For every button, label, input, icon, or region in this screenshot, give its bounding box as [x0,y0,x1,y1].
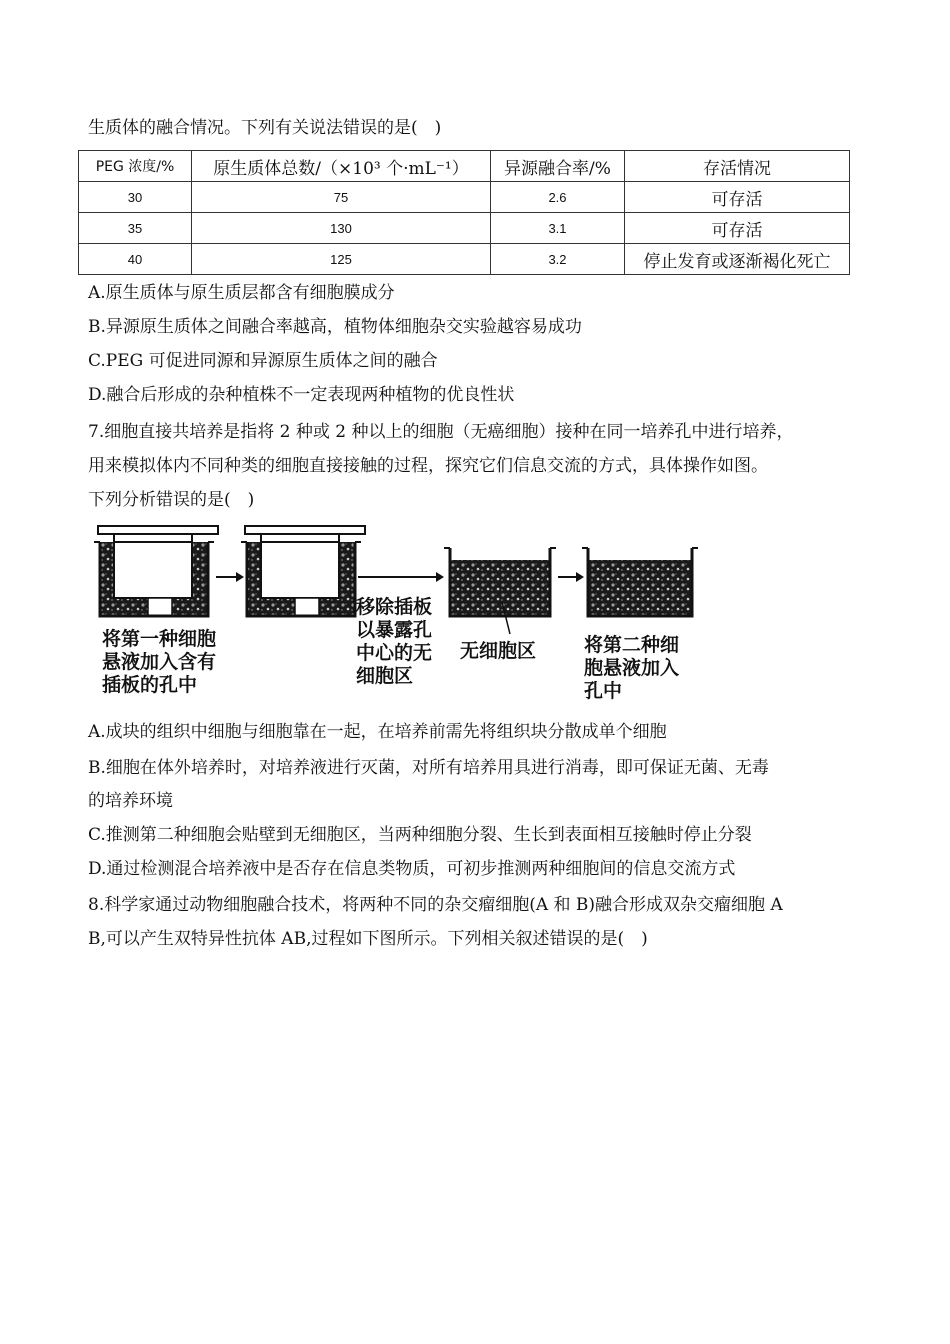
table-row [79,213,850,244]
table-header: PEG 浓度/% [79,151,192,182]
q6-intro: 生质体的融合情况。下列有关说法错误的是( ) [88,118,442,138]
table-cell: 30 [79,182,192,213]
table-header-row [79,151,850,182]
q6-option-d: D.融合后形成的杂种植株不一定表现两种植物的优良性状 [88,385,515,405]
figure-caption-step-3: 无细胞区 [460,640,537,662]
table-cell: 130 [192,213,491,244]
q7-option-b-continued: 的培养环境 [88,791,173,811]
table-cell: 停止发育或逐渐褐化死亡 [625,244,850,275]
table-cell: 3.2 [491,244,625,275]
figure-caption-step-1: 将第一种细胞 悬液加入含有 插板的孔中 [102,628,217,696]
peg-table [78,150,850,275]
table-cell: 35 [79,213,192,244]
q6-option-c: C.PEG 可促进同源和异源原生质体之间的融合 [88,351,438,371]
q7-option-b: B.细胞在体外培养时，对培养液进行灭菌，对所有培养用具进行消毒，即可保证无菌、无毒 [88,758,769,778]
figure-caption-step-4: 将第二种细 胞悬液加入 孔中 [584,634,680,702]
table-cell: 75 [192,182,491,213]
well-4 [582,548,698,616]
q8-stem-line-2: B,可以产生双特异性抗体 AB,过程如下图所示。下列相关叙述错误的是( ) [88,929,648,949]
q7-option-c: C.推测第二种细胞会贴壁到无细胞区，当两种细胞分裂、生长到表面相互接触时停止分裂 [88,825,752,845]
table-header: 原生质体总数/（×10³ 个·mL⁻¹） [192,151,491,182]
arrow-icon [358,572,444,582]
table-cell: 40 [79,244,192,275]
q7-option-a: A.成块的组织中细胞与细胞靠在一起，在培养前需先将组织块分散成单个细胞 [88,722,667,742]
q7-stem-line-2: 用来模拟体内不同种类的细胞直接接触的过程，探究它们信息交流的方式，具体操作如图。 [88,456,768,476]
well-2 [241,526,365,616]
table-row [79,182,850,213]
table-cell: 可存活 [625,213,850,244]
q7-stem-line-3: 下列分析错误的是( ) [88,490,255,510]
table-header: 存活情况 [625,151,850,182]
well-1 [94,526,218,616]
table-header: 异源融合率/% [491,151,625,182]
q8-stem-line-1: 8.科学家通过动物细胞融合技术，将两种不同的杂交瘤细胞(A 和 B)融合形成双杂交瘤细胞 A [88,895,783,915]
table-row [79,244,850,275]
well-3 [444,548,556,634]
arrow-icon [558,572,584,582]
figure-caption-step-2: 移除插板 以暴露孔 中心的无 细胞区 [356,596,433,687]
q6-option-b: B.异源原生质体之间融合率越高，植物体细胞杂交实验越容易成功 [88,317,582,337]
table-cell: 3.1 [491,213,625,244]
q6-option-a: A.原生质体与原生质层都含有细胞膜成分 [88,283,395,303]
q7-option-d: D.通过检测混合培养液中是否存在信息类物质，可初步推测两种细胞间的信息交流方式 [88,859,736,879]
table-cell: 125 [192,244,491,275]
q7-stem-line-1: 7.细胞直接共培养是指将 2 种或 2 种以上的细胞（无癌细胞）接种在同一培养孔中进行培养， [88,422,794,442]
table-cell: 可存活 [625,182,850,213]
table-cell: 2.6 [491,182,625,213]
arrow-icon [216,572,244,582]
